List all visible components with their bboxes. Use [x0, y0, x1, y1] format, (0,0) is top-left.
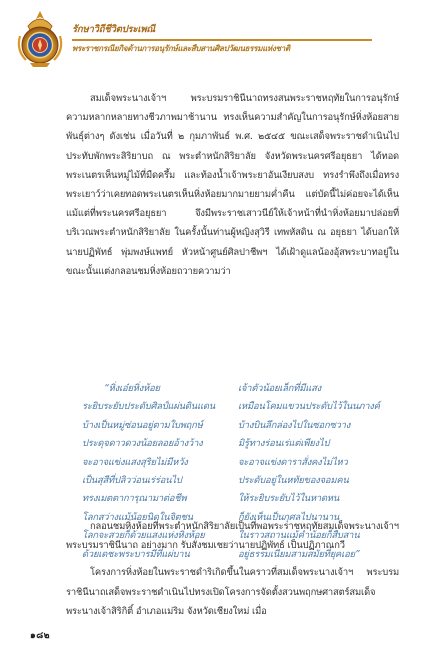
header-subtitle: พระราชกรณียกิจด้านการอนุรักษ์และสืบสานศิลปวัฒนธรรมแห่งชาติ [72, 43, 290, 53]
poem-line: อยู่ธรรมเนียมสามสมัยที่ยุคเอย” [238, 548, 360, 560]
intro-paragraph: สมเด็จพระนางเจ้าฯ พระบรมราชินีนาถทรงสนพระราชหฤทัยในการอนุรักษ์ความหลากหลายทางชีวภาพมาช้านาน ทรงเห็นความสำคัญในการอนุรักษ์หิ่งห้อยสายพันธุ์ต่างๆ ดังเช่น เมื่อวันที่ ๒ กุมภาพันธ์ พ.ศ. ๒๕๔๕ ขณะเสด็จพระราชดำเนินไปประทับพักพระสิริยาบถ ณ พระตำหนักสิริยาลัย จังหวัดพระนครศรีอยุธยา ได้ทอดพระเนตรเห็นหมู่ไม้ที่มืดครึ้ม และท้องน้ำเจ้าพระยาอันเงียบสงบ ทรงรำพึงถึงเมื่อทรงพระเยาว์ว่าเคยทอดพระเนตรเห็นหิ่งห้อยมากมายยามค่ำคืน แต่บัดนี้ไม่ค่อยจะได้เห็นแม้แต่ที่พระนครศรีอยุธยา จึงมีพระราชเสาวนีย์ให้เจ้าหน้าที่นำหิ่งห้อยมาปล่อยที่บริเวณพระตำหนักสิริยาลัย ในครั้งนั้นท่านผู้หญิงสุวิรี เทพหัสดิน ณ อยุธยา ได้บอกให้ นายปฏิพัทธ์ พุ่มพงษ์แพทย์ หัวหน้าศูนย์ศิลปาชีพฯ ได้เฝ้าดูแลน้องอุ้สพระบาทอยู่ในขณะนั้นแต่งกลอนชมหิ่งห้อยถวายความว่า [66, 93, 399, 277]
header-text-block [72, 24, 418, 54]
poem-line: จะอาจแข่งดาราสั่งคงไม่ไหว [238, 456, 348, 468]
poem-line: บ้างบินลึกล่องไปในซอกซวาง [238, 419, 351, 431]
poem-line: ประดับอยู่ในหทัยของจอมคน [238, 475, 349, 487]
poem-line: ประดุจดาวดวงน้อยลอยอ้างว้าง [82, 438, 203, 450]
poem-line: ทรงเมตตาการุณามาต่อชีพ [82, 493, 187, 505]
page-number: ๑๘๒ [30, 631, 51, 641]
poem-line: ด้วยเดชะพระบารมีที่แผ่บาน [82, 548, 190, 560]
poem-line: โลกจะสวยก็ด้วยแสงแห่งหิ่งห้อย [82, 530, 205, 542]
poem-line: “หิ่งเอ๋ยหิ่งห้อย [104, 383, 160, 394]
header-title: รักษาวิถีชีวิตประเพณี [72, 24, 156, 35]
intro-paragraphs [66, 89, 399, 281]
closing-paragraph: กลอนชมหิ่งห้อยที่พระตำหนักสิริยาลัยเป็นที่พอพระราชหฤทัยสมเด็จพระนางเจ้าฯ พระบรมราชินีนาถ อย่างมาก รับสั่งชมเชยว่านายปฏิพัทธ์ เป็นปฏิภาณกวี [66, 521, 399, 552]
closing-paragraphs [66, 517, 399, 621]
poem-line: เจ้าตัวน้อยเล็กที่มีแสง [238, 383, 321, 394]
page-header [14, 10, 418, 68]
poem-line: จะอาจแข่งแสงสุริยไม่มีหวัง [82, 456, 188, 468]
poem-line: โลกสว่างแม้น้อยนิดในจิตชน [82, 511, 193, 523]
poem-line: มิรู้ทางร่อนเร่แต่เพียงไป [238, 438, 330, 450]
closing-paragraph: โครงการหิ่งห้อยในพระราชดำริเกิดขึ้นในคราวที่สมเด็จพระนางเจ้าฯ พระบรมราชินีนาถเสด็จพระราชดำเนินไปทรงเปิดโครงการจัดตั้งสวนพฤกษศาสตร์สมเด็จพระนางเจ้าสิริกิติ์ อำเภอแม่ริม จังหวัดเชียงใหม่ เมื่อ [66, 567, 399, 617]
royal-emblem-icon [14, 10, 66, 68]
poem-line: ให้ระยิบระยับไว้ในหาดหน [238, 493, 340, 505]
poem-line: ในราวสถานแม้คำน้อยก็สืบสาน [238, 530, 360, 542]
poem-line: เหมือนโคมแขวนประดับไว้ในนภางค์ [238, 401, 380, 413]
poem-line: ระยิบระยับประดับศิลป์แผ่นดินแดน [82, 401, 215, 413]
poem-line: ก็ยังเห็นเป็นกุศลไปนานาน [238, 511, 340, 523]
poem-line: บ้างเป็นหมู่ซ่อนอยู่ตามใบพฤกษ์ [82, 419, 203, 431]
paragraph-gap [66, 555, 399, 563]
header-divider [72, 39, 372, 41]
poem-line: เป็นสุสีที่ปลิวว่อนเร่ร่อนไป [82, 475, 182, 487]
